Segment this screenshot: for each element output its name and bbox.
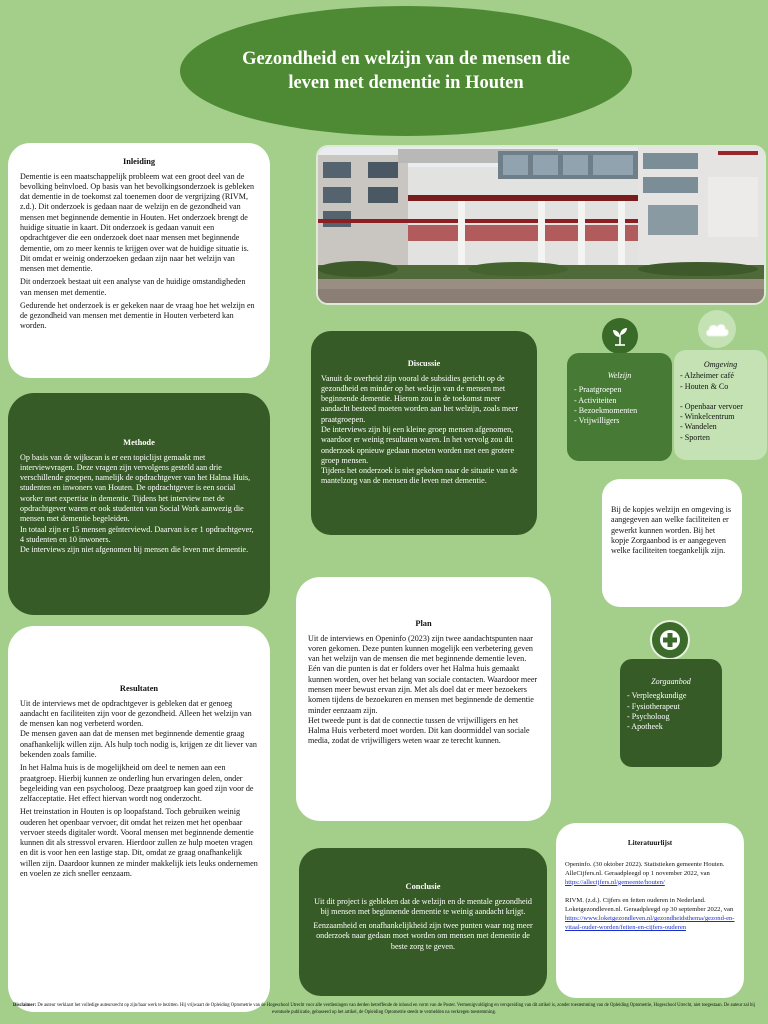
reference-link[interactable]: https://allecijfers.nl/gemeente/houten/	[565, 878, 665, 886]
list-item: - Fysiotherapeut	[627, 701, 680, 711]
disclaimer-label: Disclaimer:	[12, 1003, 37, 1009]
cloud-icon	[698, 310, 736, 348]
building-photo	[316, 145, 766, 305]
list-item: - Praatgroepen	[574, 385, 622, 395]
reference-item	[565, 897, 735, 933]
resultaten-paragraph: De mensen gaven aan dat de mensen met beginnende dementie graag onafhankelijk willen zijn. Als hulp toch nodig is, krijgen ze dit liever van bekenden zoals familie.	[20, 729, 257, 759]
welzijn-list	[574, 385, 665, 426]
discussie-paragraph: Tijdens het onderzoek is niet gekeken naar de situatie van de mantelzorg van de mensen die leven met dementie.	[321, 466, 518, 486]
omgeving-box	[674, 350, 767, 460]
resultaten-heading: Resultaten	[119, 684, 159, 693]
zorgaanbod-list	[627, 691, 715, 732]
disclaimer	[0, 1003, 768, 1016]
plan-box	[296, 577, 551, 821]
resultaten-box	[8, 626, 270, 1012]
uitleg-box	[602, 479, 742, 607]
discussie-paragraph: De interviews zijn bij een kleine groep mensen afgenomen, waardoor er weinig resultaten waren. In het vervolg zou dit onderzoek opnieuw gedaan moeten worden met een grotere groep mensen.	[321, 425, 515, 465]
list-item: - Houten & Co	[680, 381, 729, 391]
welzijn-box	[567, 353, 672, 461]
list-item: - Sporten	[680, 432, 710, 442]
poster-title: Gezondheid en welzijn van de mensen die leven met dementie in Houten	[242, 48, 570, 93]
plan-paragraph: Eén van die punten is dat er folders over het Halma huis gemaakt kunnen worden, over het belang van sociale contacten. Waardoor meer mensen meer bewust ervan zijn. Met als doel dat er meer bezoekers komen tijdens de bezoekuren en mensen met beginnende de dementie minder eenzaam zijn.	[308, 664, 538, 715]
list-item: - Bezoekmomenten	[574, 405, 638, 415]
inleiding-paragraph: Dementie is een maatschappelijk probleem wat een groot deel van de bevolking beïnvloed. Op basis van het bevolkingsonderzoek is gebleken dat dementie in de toekomst zal toenemen door de vergrijzing (RIVM, z.d.). Dit onderzoek is gedaan naar de welzijn en de gezondheid van mensen met beginnende dementie in Houten. Het onderzoek brengt de huidige situatie in kaart. Dit onderzoek is gedaan vanuit een opdrachtgever die een onderzoek doet naar mensen met beginnende dementie, om zo meer kennis te krijgen over wat de huidige situatie is. Dit omdat er weinig onderzoeken gedaan zijn naar het welzijn van mensen met dementie.	[20, 171, 254, 274]
reference-link[interactable]: https://www.loketgezondleven.nl/gezondheidsthema/gezond-en-vitaal-ouder-worden/feiten-en-cijfers-ouderen	[565, 915, 735, 932]
list-item	[680, 392, 761, 402]
omgeving-list	[680, 371, 761, 443]
disclaimer-text: De auteur verklaart het volledige auteursrecht op zijn/haar werk te bezitten. Hij vrijwaart de Opleiding Optometrie van de Hogeschool Utrecht voor alle verdieningen van derden betreffende de inhoud en vorm van de Poster. Vermenigvuldiging en verspreiding van dit artikel is, zonder toestemming van de Opleiding Optometrie, Hogeschool Utrecht, niet toegestaan. De auteur zal bij eventuele publicatie, gebaseerd op het artikel, de Opleiding Optometrie steeds te vermelden na verkregen toestemming.	[36, 1003, 756, 1015]
methode-paragraph: De interviews zijn niet afgenomen bij mensen die leven met dementie.	[20, 545, 249, 555]
conclusie-heading: Conclusie	[405, 882, 441, 891]
discussie-box	[311, 331, 537, 535]
discussie-paragraph: Vanuit de overheid zijn vooral de subsidies gericht op de gezondheid en minder op het welzijn van de mensen met beginnende dementie. Hierom zou in de toekomst meer aandacht besteed moeten worden aan het welzijn, zoals meer praatgroepen.	[321, 373, 519, 424]
reference-item	[565, 861, 735, 888]
plan-paragraph: Het tweede punt is dat de connectie tussen de vrijwilligers en het Halma Huis verbeterd moet worden. Dit kan doormiddel van sociale media, zodat de vrijwilligers weten waar ze terecht kunnen.	[308, 715, 530, 746]
reference-text: RIVM. (z.d.). Cijfers en feiten ouderen in Nederland. Loketgezondleven.nl. Geraadpleegd op 30 september 2022, van	[565, 897, 734, 914]
building-illustration	[318, 147, 764, 303]
uitleg-text: Bij de kopjes welzijn en omgeving is aangegeven aan welke faciliteiten er gewerkt kunnen worden. Bij het kopje Zorgaanbod is er aangegeven welke faciliteiten toegankelijk zijn.	[611, 505, 732, 556]
list-item: - Apotheek	[627, 722, 663, 732]
inleiding-paragraph: Gedurende het onderzoek is er gekeken naar de vraag hoe het welzijn en de gezondheid van mensen met dementie in Houten verbeterd kan worden.	[20, 300, 255, 331]
resultaten-paragraph: Het treinstation in Houten is op loopafstand. Toch gebruiken weinig ouderen het openbaar vervoer, dit omdat het reizen met het openbaar vervoer steeds digitaler wordt. Vooral mensen met beginnende dementie kunnen dit als stressvol ervaren. Hierdoor zullen ze hulp moeten vragen en dit is voor hen een lastige stap. Dit, omdat ze graag onafhankelijk willen zijn. Daardoor kunnen ze minder makkelijk iets leuks ondernemen en voelen ze zich sneller eenzaam.	[20, 807, 258, 878]
list-item: - Alzheimer café	[680, 371, 734, 381]
list-item: - Verpleegkundige	[627, 691, 687, 701]
conclusie-box	[299, 848, 547, 996]
list-item: - Wandelen	[680, 422, 717, 432]
medical-cross-icon	[650, 620, 690, 660]
omgeving-heading: Omgeving	[703, 360, 738, 369]
methode-paragraph: Op basis van de wijkscan is er een topiclijst gemaakt met interviewvragen. Deze vragen zijn vervolgens gesteld aan drie verschillende groepen, namelijk de opdrachtgever van het Halma Huis, studenten en inwoners van Houten. De opdrachtgever is een social worker met expertise in dementie. Tijdens het interview met de opdrachtgever waren er ook studenten van Social Work aanwezig die mensen met dementie begeleiden.	[20, 452, 251, 524]
methode-box	[8, 393, 270, 615]
methode-heading: Methode	[123, 438, 155, 447]
inleiding-paragraph: Dit onderzoek bestaat uit een analyse van de huidige omstandigheden van mensen met dementie.	[20, 277, 246, 297]
discussie-heading: Discussie	[407, 359, 441, 368]
methode-paragraph: In totaal zijn er 15 mensen geïnterviewd. Daarvan is er 1 opdrachtgever, 4 studenten en 10 inwoners.	[20, 524, 254, 544]
resultaten-paragraph: Uit de interviews met de opdrachtgever is gebleken dat er genoeg aandacht en faciliteiten zijn voor de gezondheid. Alleen het welzijn van de mensen kan nog verbeterd worden.	[20, 698, 252, 729]
inleiding-box	[8, 143, 270, 378]
conclusie-paragraph: Eenzaamheid en onafhankelijkheid zijn twee punten waar nog meer onderzoek naar gedaan moet worden om mensen met dementie de beste zorg te geven.	[313, 921, 533, 951]
plant-icon	[602, 318, 638, 354]
zorgaanbod-box	[620, 659, 722, 767]
list-item: - Openbaar vervoer	[680, 401, 743, 411]
list-item: - Activiteiten	[574, 395, 617, 405]
inleiding-heading: Inleiding	[122, 157, 156, 166]
reference-text: Openinfo. (30 oktober 2022). Statistieken gemeente Houten. AlleCijfers.nl. Geraadpleegd op 1 november 2022, van	[565, 860, 725, 877]
plan-paragraph: Uit de interviews en Openinfo (2023) zijn twee aandachtspunten naar voren gekomen. Deze punten kunnen mogelijk een verbetering geven van het welzijn van de mensen die met beginnende dementie leven.	[308, 633, 533, 664]
zorgaanbod-heading: Zorgaanbod	[651, 677, 691, 686]
welzijn-heading: Welzijn	[607, 371, 632, 380]
conclusie-paragraph: Uit dit project is gebleken dat de welzijn en de mentale gezondheid bij mensen met beginnende dementie te weinig aandacht krijgt.	[314, 896, 532, 916]
list-item: - Winkelcentrum	[680, 412, 735, 422]
plan-heading: Plan	[415, 619, 432, 628]
title-ellipse	[180, 6, 632, 136]
literatuur-box	[556, 823, 744, 998]
literatuur-heading: Literatuurlijst	[627, 839, 673, 847]
resultaten-paragraph: In het Halma huis is de mogelijkheid om deel te nemen aan een praatgroep. Hierbij kunnen ze onderling hun ervaringen delen, onder begeleiding van een psycholoog. Deze praatgroep kan goed zijn voor de zelfacceptatie. Het effect hiervan wordt nog onderzocht.	[20, 763, 254, 804]
list-item: - Vrijwilligers	[574, 416, 620, 426]
list-item: - Psycholoog	[627, 711, 670, 721]
